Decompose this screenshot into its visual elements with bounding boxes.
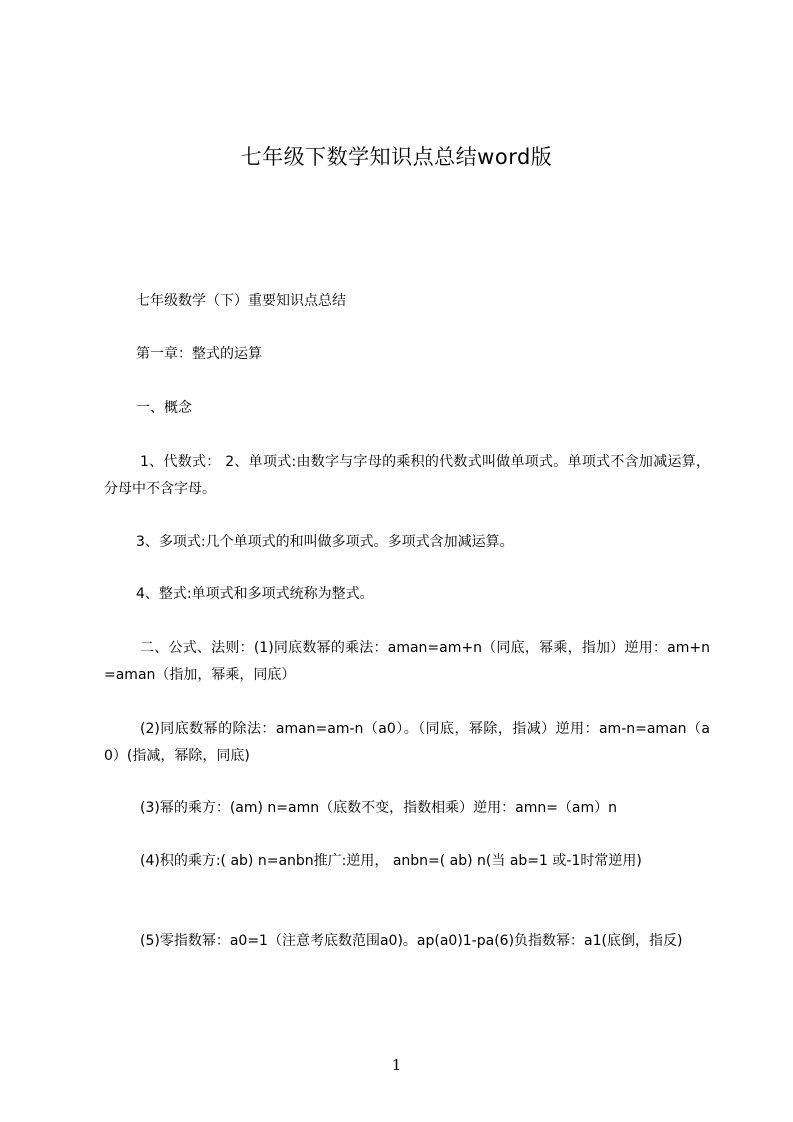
paragraph-monomial: 1、代数式： 2、单项式:由数字与字母的乘积的代数式叫做单项式。单项式不含加减运算，分母中不含字母。: [104, 454, 710, 497]
summary-heading: 七年级数学（下）重要知识点总结: [136, 293, 346, 309]
document-title: 七年级下数学知识点总结word版: [240, 145, 553, 169]
paragraph-zero-exponent: (5)零指数幂：a0=1（注意考底数范围a0)。ap(a0)1-pa(6)负指数幂：a1(底倒，指反): [140, 933, 683, 949]
paragraph-power-of-power: (3)幂的乘方：(am) n=amn（底数不变，指数相乘）逆用：amn=（am）n: [140, 800, 618, 816]
paragraph-integral-expression: 4、整式:单项式和多项式统称为整式。: [136, 586, 374, 602]
paragraph-power-of-product: (4)积的乘方:( ab) n=anbn推广:逆用， anbn=( ab) n(当 ab=1 或-1时常逆用): [140, 853, 642, 869]
paragraph-formula-division: (2)同底数幂的除法：aman=am-n（a0）。（同底，幂除，指减）逆用：am-n=aman（a0）(指减，幂除，同底): [104, 721, 710, 764]
paragraph-polynomial: 3、多项式:几个单项式的和叫做多项式。多项式含加减运算。: [136, 534, 514, 550]
page-number: 1: [391, 1056, 402, 1074]
paragraph-formula-multiplication: 二、公式、法则：(1)同底数幂的乘法：aman=am+n（同底，幂乘，指加）逆用：am+n=aman（指加，幂乘，同底）: [104, 640, 710, 683]
chapter-heading: 第一章：整式的运算: [136, 346, 262, 362]
section-heading-concepts: 一、概念: [136, 400, 192, 416]
